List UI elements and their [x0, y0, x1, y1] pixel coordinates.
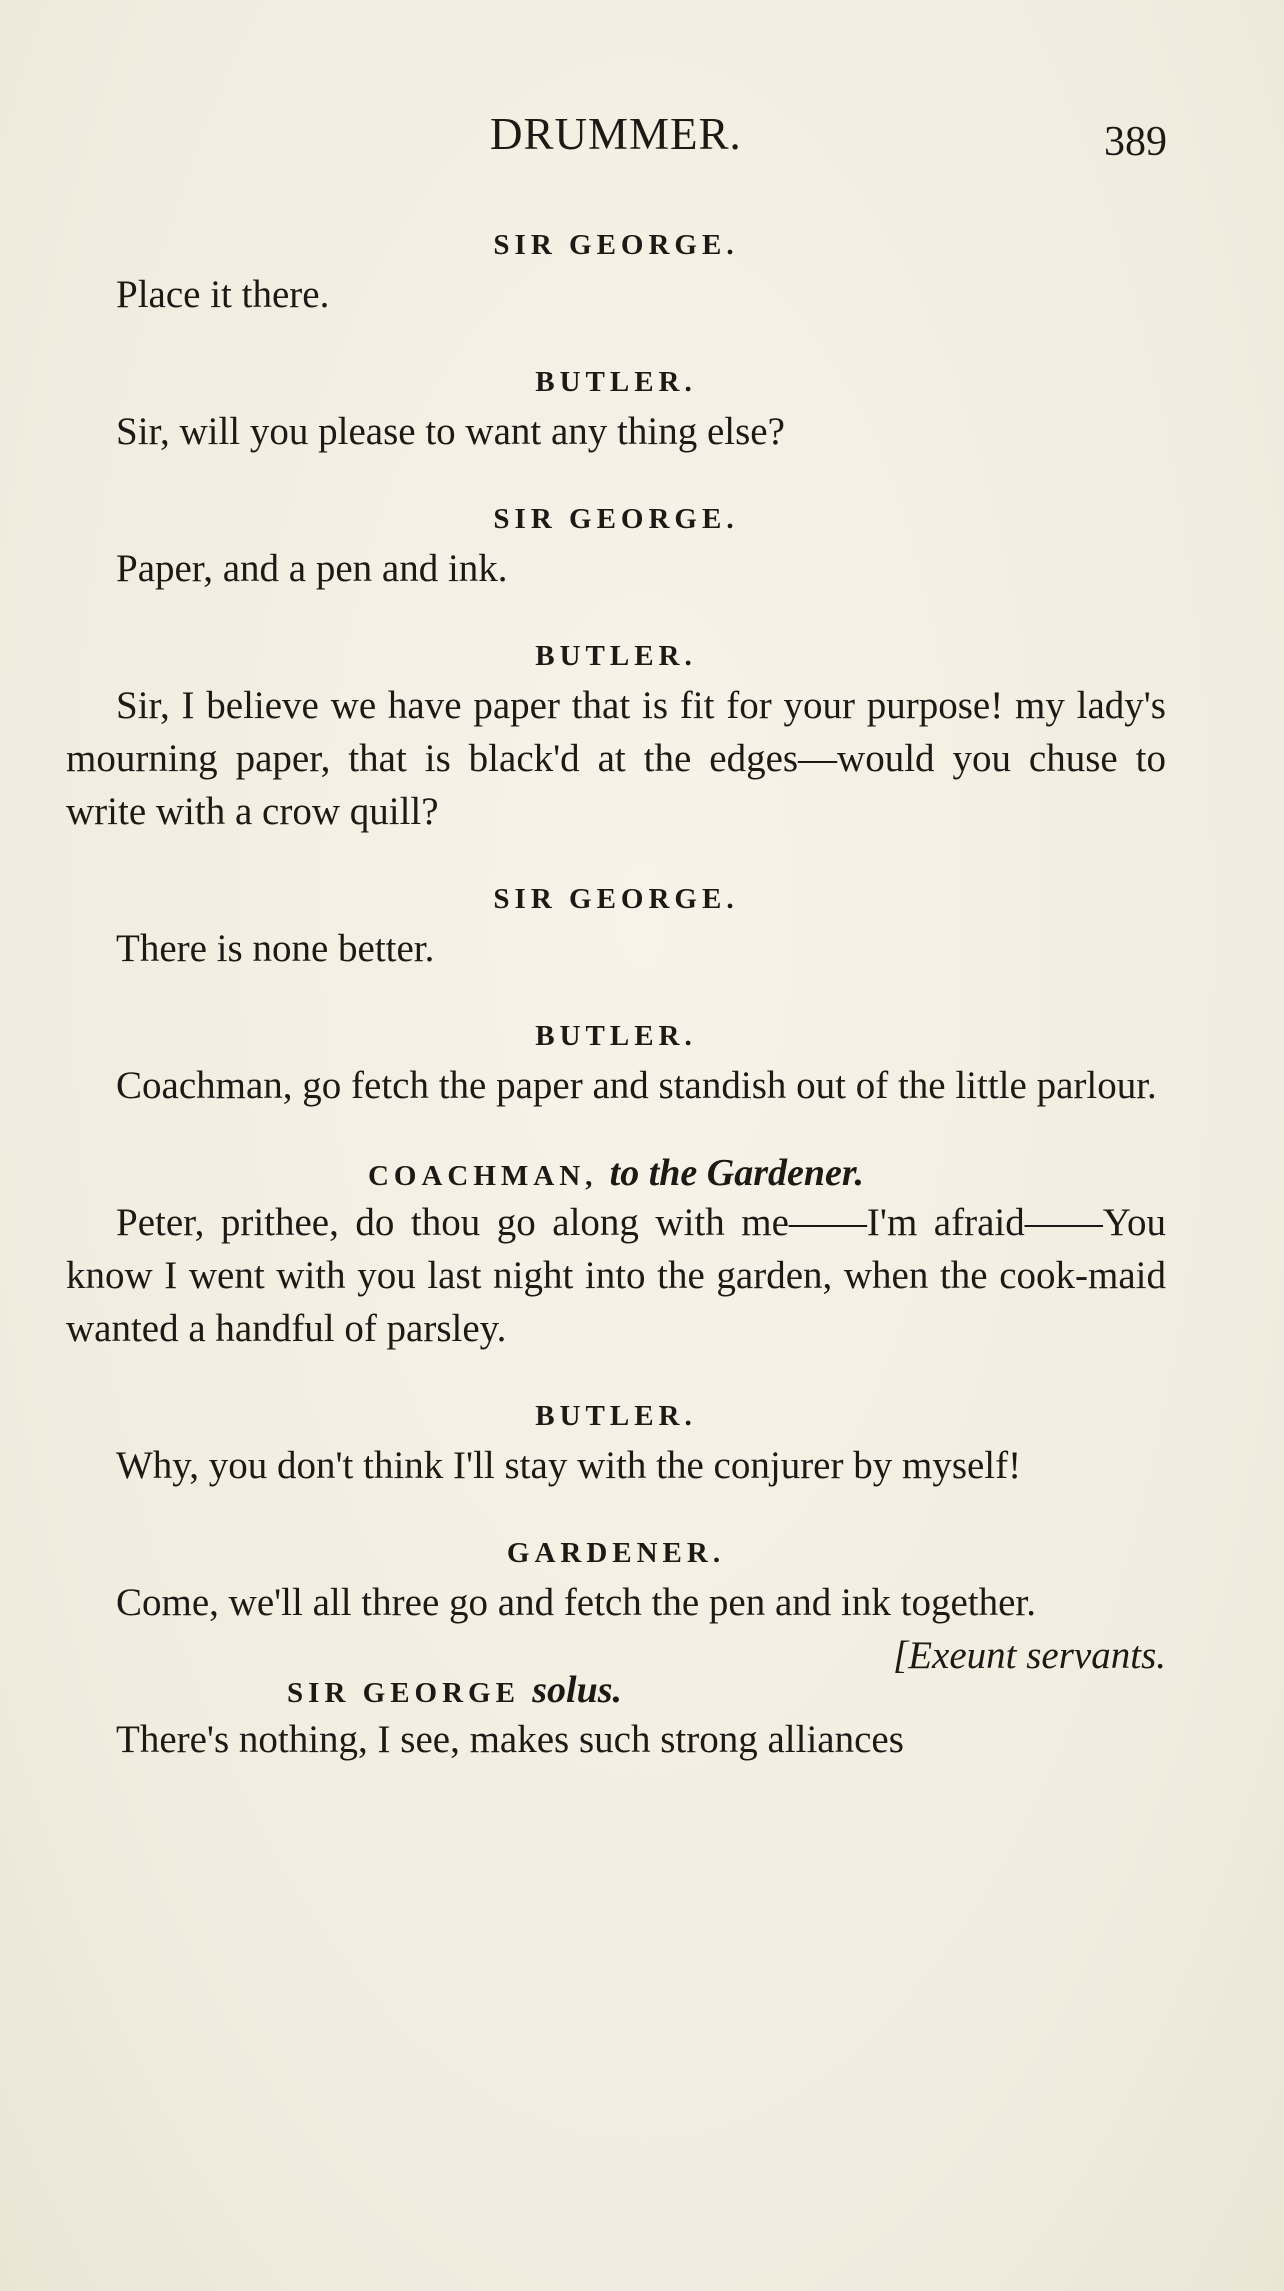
speaker-name: BUTLER. [535, 366, 697, 398]
speaker-heading [66, 1150, 1166, 1196]
speaker-name: BUTLER. [535, 640, 697, 672]
page-body [66, 222, 1166, 1766]
speaker-direction: solus. [532, 1669, 622, 1711]
speaker-name: SIR GEORGE. [493, 229, 739, 261]
speech-words: Come, we'll all three go and fetch the pen and ink together. [116, 1581, 1036, 1624]
stage-direction: [Exeunt servants. [893, 1634, 1166, 1677]
speech-text: There is none better. [116, 927, 435, 970]
speaker-direction: to the Gardener. [609, 1152, 865, 1194]
speech-text: Sir, will you please to want any thing else? [116, 410, 785, 453]
speech-text: Paper, and a pen and ink. [116, 547, 508, 590]
speaker-name: COACHMAN, [367, 1160, 598, 1192]
speaker-name: GARDENER. [506, 1537, 726, 1569]
speech-text [66, 1576, 1166, 1677]
speech-text: Coachman, go fetch the paper and standish out of the little parlour. [116, 1064, 1157, 1107]
speaker-name: SIR GEORGE. [493, 503, 739, 535]
speech-text: There's nothing, I see, makes such strong alliances [116, 1718, 904, 1761]
speech-text: Why, you don't think I'll stay with the conjurer by myself! [116, 1444, 1022, 1487]
page-header [0, 108, 1284, 178]
speaker-name: BUTLER. [535, 1400, 697, 1432]
speaker-name: SIR GEORGE [287, 1677, 520, 1709]
page-number: 389 [1104, 119, 1167, 165]
speech-text: Place it there. [116, 273, 330, 316]
speech-text: Sir, I believe we have paper that is fit for your purpose! my lady's mourning paper, that is black'd at the edges—would you chuse to write with a crow quill? [66, 684, 1166, 833]
speech-text: Peter, prithee, do thou go along with me——I'm afraid——You know I went with you last night into the garden, when the cook-maid wanted a handful of parsley. [66, 1201, 1166, 1350]
speaker-name: SIR GEORGE. [493, 883, 739, 915]
speaker-name: BUTLER. [535, 1020, 697, 1052]
running-title: DRUMMER. [490, 109, 742, 159]
